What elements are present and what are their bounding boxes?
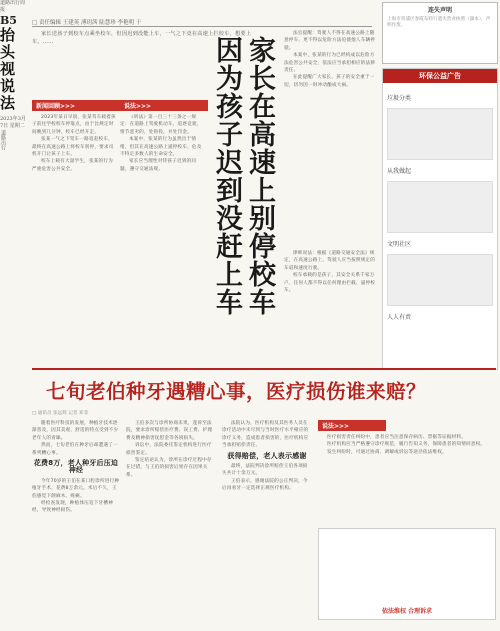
article2-col4-text <box>318 434 496 524</box>
paragraph: 本案中，张某的行为虽然出于情绪，但其在高速公路上逼停校车，危及不特定多数人的生命安全。 <box>120 137 202 158</box>
paragraph: 张某一气之下驾车一路追赶校车，最终在高速公路上将校车别停，要求司机开门让孩子上车。 <box>32 137 114 158</box>
article1-title: 家长在高速上别停校车因为孩子迟到没赶上车 <box>211 36 275 316</box>
paragraph: 最终，法院判决诊所赔偿王伯各项损失共计十余万元。 <box>222 464 308 477</box>
paragraph: 在此提醒广大家长，孩子的安全重于一切，切勿因一时冲动酿成大祸。 <box>284 75 375 88</box>
page-number: B5 <box>0 14 17 27</box>
paragraph: 然而，七旬老伯在种牙后却遭遇了一系列糟心事。 <box>32 443 118 456</box>
article2-col2 <box>126 420 216 625</box>
masthead-top: 道路出行周报 <box>0 0 26 13</box>
article2-subhead-2: 获得赔偿，老人表示感谢 <box>227 451 307 460</box>
article2-col4 <box>318 420 496 625</box>
notice-box <box>382 2 498 64</box>
masthead-title-a: 抬头 <box>0 26 16 61</box>
paragraph: 经检查发现，种植体压迫下牙槽神经，导致神经损伤。 <box>32 501 113 514</box>
section-divider <box>32 368 496 370</box>
page-header: □ 责任编辑 王建英 溥玥茜 陆慧珍 李艳明 于 <box>32 20 142 26</box>
paragraph: 校车上载有大量学生，张某的行为严重危害公共安全。 <box>32 159 113 172</box>
paragraph: 本案中，张某的行为已经构成以危险方法危害公共安全，依法应当承担相应的法律责任。 <box>284 53 376 74</box>
ad-illustration-3 <box>387 254 493 306</box>
paragraph: 医疗机构应当严格遵守诊疗规范，履行告知义务，保障患者的知情同意权。 <box>327 442 486 448</box>
paragraph: 发生纠纷时，可通过协商、调解或诉讼等途径依法维权。 <box>327 449 447 455</box>
ad-illustration-1 <box>387 108 493 160</box>
article2-subhead-1: 花费8万，老人种牙后压迫神经 <box>33 459 119 475</box>
paragraph: 2023年某日早晨，张某驾车载着孩子前往学校校车停靠点，由于比规定时间晚到几分钟，校车已经开走。 <box>32 115 116 135</box>
article1-col2 <box>120 114 204 354</box>
masthead <box>0 0 28 130</box>
article2-col3 <box>222 420 312 625</box>
ad-illustration-2 <box>387 181 493 233</box>
article1-col1 <box>32 114 116 354</box>
notice-text: 上海市青浦区春霞布料行遗失营业执照（副本），声明作废。 <box>387 17 491 28</box>
illustration-caption: 依法维权 合理诉求 <box>381 608 433 615</box>
masthead-title-b: 视 <box>0 60 16 78</box>
paragraph: 诉讼中，法院委托鉴定机构进行医疗损害鉴定。 <box>126 443 212 456</box>
paragraph: 医疗损害责任纠纷中，患者应当注意保存病历、票据等证据材料。 <box>327 435 467 440</box>
ad-line: 文明社区 <box>387 241 412 248</box>
masthead-date: 2023年3月7日 星期二 <box>0 116 26 129</box>
article1-col4 <box>284 250 376 350</box>
paragraph: 法院认为，医疗机构及其医务人员在诊疗活动中未尽到与当时医疗水平相应的诊疗义务，造成患者损害的，医疗机构应当承担赔偿责任。 <box>222 421 309 449</box>
paragraph: 王伯多次与诊所协商未果，遂诉至法院，要求诊所赔偿医疗费、误工费、护理费及精神损害抚慰金等各项损失。 <box>126 421 213 441</box>
article1-col3 <box>284 30 376 280</box>
article2-illustration <box>318 528 496 620</box>
paragraph: 法官提醒：驾驶人不得在高速公路上随意停车，更不得以危险方法迫使他人车辆停驶。 <box>284 31 376 51</box>
section-legal-analysis: 说法>>> <box>120 100 208 111</box>
paragraph: 鉴定结论认为，诊所在诊疗过程中存在过错，与王伯的损害后果存在因果关系。 <box>126 458 212 478</box>
notice-title: 连失声明 <box>427 7 452 14</box>
ad-line: 人人有责 <box>387 314 412 321</box>
paragraph: 《刑法》第一百三十三条之一规定：在道路上驾驶机动车，追逐竞驶，情节恶劣的，处拘役，并处罚金。 <box>120 115 202 135</box>
paragraph: 校车承载的是孩子，其安全关系千家万户，任何人都不得以任何理由拦截、逼停校车。 <box>284 273 376 294</box>
header-divider <box>32 26 372 27</box>
masthead-vertical-text: 道路出行 <box>0 130 6 150</box>
article1-intro: 家长送孩子到校车点乘坐校车，但因迟到没能上车，一气之下竟在高速上拦校车，想要上车。…… <box>32 31 252 45</box>
section-news-review: 新闻回顾>>> <box>32 100 120 111</box>
article2-byline: □ 通讯员 张远辉 记者 邓菲 <box>32 411 89 416</box>
article2-col1 <box>32 420 120 625</box>
paragraph: 家长应当理性对待孩子迟到的问题，遵守交通法规。 <box>120 159 197 172</box>
ad-title: 环保公益广告 <box>383 69 497 83</box>
ad-panel <box>382 68 498 370</box>
article2-title: 七旬老伯种牙遇糟心事，医疗损伤谁来赔？ <box>46 380 427 403</box>
ad-line: 垃圾分类 <box>387 95 412 102</box>
paragraph: 律师说法：根据《道路交通安全法》规定，在高速公路上，驾驶人应当按照规定的车道和速度行驶。 <box>284 251 376 271</box>
article2-section-legal: 说法>>> <box>318 420 386 431</box>
paragraph: 随着医疗科技的发展，种植牙技术逐渐普及，因其美观、舒适的特点受到不少老年人的青睐。 <box>32 421 119 441</box>
paragraph: 今年70岁的王伯在某口腔诊所进行种植牙手术，花费8万余元。术后不久，王伯感觉下颌麻木、疼痛。 <box>32 478 120 499</box>
paragraph: 王伯表示，感谢法院的公正判决，今后再看牙一定选择正规医疗机构。 <box>222 478 308 492</box>
masthead-title-c: 说法 <box>0 77 16 112</box>
ad-line: 从我做起 <box>387 168 412 175</box>
